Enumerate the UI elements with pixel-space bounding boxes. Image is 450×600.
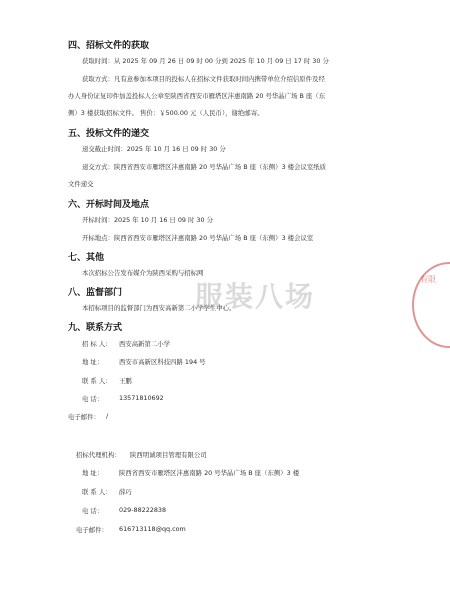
agent-value-email: 616713118@qq.com bbox=[119, 525, 186, 533]
s7-line-1: 本次招标公告发布媒介为陕西采购与招标网 bbox=[82, 269, 204, 277]
buyer-label-name: 招 标 人： bbox=[82, 340, 112, 348]
agent-label-contact: 联 系 人： bbox=[82, 488, 112, 496]
section-6-title: 六、开标时间及地点 bbox=[68, 200, 150, 210]
buyer-value-email: / bbox=[106, 412, 109, 420]
agent-label-name: 招标代理机构： bbox=[76, 451, 121, 459]
buyer-label-address: 地 址： bbox=[82, 358, 104, 366]
section-5-title: 五、投标文件的递交 bbox=[68, 129, 150, 139]
section-9-title: 九、联系方式 bbox=[68, 323, 123, 333]
agent-value-address: 陕西省西安市雁塔区沣惠南路 20 号华晶广场 B 座（东侧）3 楼 bbox=[119, 469, 300, 477]
s5-line-3: 文件递交 bbox=[68, 180, 94, 188]
official-seal-stamp bbox=[412, 262, 450, 348]
agent-value-name: 陕西明诚项目管理有限公司 bbox=[130, 451, 207, 459]
buyer-value-contact: 王鹏 bbox=[119, 377, 132, 385]
s4-line-2: 获取方式：凡有意参加本项目的投标人在招标文件获取时间内携带单位介绍信原件及经 bbox=[82, 75, 325, 83]
s4-line-1: 获取时间：从 2025 年 09 月 26 日 09 时 00 分到 2025 年 10 月 09 日 17 时 30 分 bbox=[82, 57, 329, 65]
buyer-value-address: 西安市高新区科技四路 194 号 bbox=[119, 358, 206, 366]
buyer-value-name: 西安高新第二小学 bbox=[119, 340, 171, 348]
section-4-title: 四、招标文件的获取 bbox=[68, 41, 150, 51]
stamp-text: 有限 bbox=[420, 275, 436, 284]
s5-line-1: 递交截止时间：2025 年 10 月 16 日 09 时 30 分 bbox=[82, 145, 226, 153]
buyer-label-email: 电子邮件： bbox=[68, 413, 100, 421]
buyer-label-phone: 电 话： bbox=[82, 395, 104, 403]
s6-line-1: 开标时间：2025 年 10 月 16 日 09 时 30 分 bbox=[82, 216, 213, 224]
agent-label-phone: 电 话： bbox=[82, 507, 104, 515]
section-8-title: 八、监督部门 bbox=[68, 288, 123, 298]
s4-line-4: 侧）3 楼获取招标文件。 售价：￥500.00 元（人民币），谢绝邮寄。 bbox=[68, 109, 264, 117]
watermark: 服装八场 bbox=[195, 280, 316, 313]
agent-label-email: 电子邮件： bbox=[76, 526, 108, 534]
agent-value-contact: 薛巧 bbox=[119, 488, 132, 496]
s6-line-2: 开标地点：陕西省西安市雁塔区沣惠南路 20 号华晶广场 B 座（东侧）3 楼会议室 bbox=[82, 234, 314, 242]
s8-line-1: 本招标项目的监督部门为西安高新第二小学学生中心。 bbox=[82, 304, 236, 312]
buyer-label-contact: 联 系 人： bbox=[82, 377, 112, 385]
section-7-title: 七、其他 bbox=[68, 253, 105, 263]
agent-value-phone: 029-88222838 bbox=[119, 506, 167, 514]
buyer-value-phone: 13571810692 bbox=[119, 394, 164, 402]
s5-line-2: 递交方式：陕西省西安市雁塔区沣惠南路 20 号华晶广场 B 座（东侧）3 楼会议室纸质 bbox=[82, 163, 327, 171]
agent-label-address: 地 址： bbox=[82, 469, 104, 477]
s4-line-3: 办人身份证复印件加盖投标人公章至陕西省西安市雁塔区沣惠南路 20 号华晶广场 B 座（东 bbox=[68, 92, 326, 100]
